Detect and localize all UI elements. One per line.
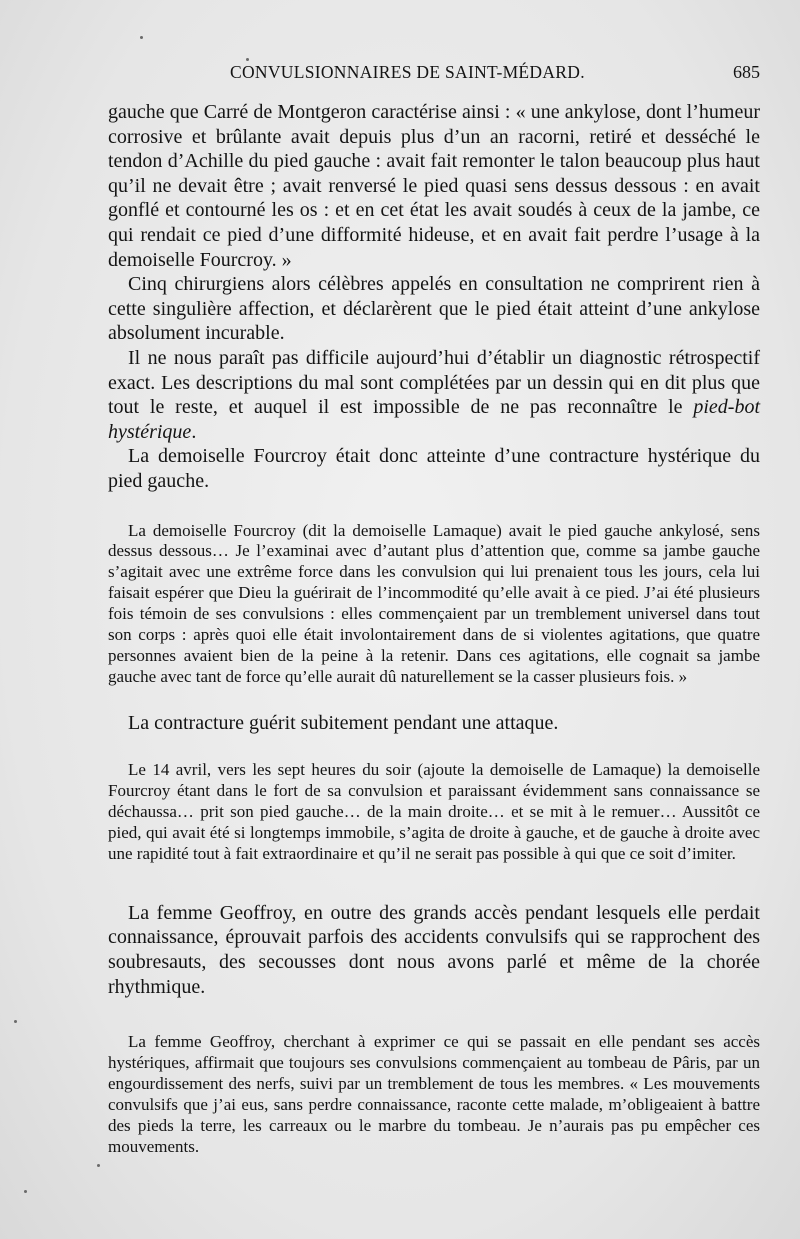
quote-14-avril: Le 14 avril, vers les sept heures du soir (ajoute la demoiselle de Lamaque) la demoiselle Fourcroy étant dans le fort de sa convulsion et paraissant évidemment sans connaissance se déchaussa… prit son pied gauche… de la main droite… et se mit à le remuer… Aussitôt ce pied, qui avait été si longtemps immobile, s’agita de droite à gauche, et de gauche à droite avec une rapidité tout à fait extraordinaire et qu’il ne serait pas possible à qui que ce soit d’imiter. [108, 760, 760, 863]
running-title: CONVULSIONNAIRES DE SAINT-MÉDARD. [230, 62, 585, 82]
page-header [108, 62, 760, 86]
print-speck [97, 1164, 100, 1167]
diagnostic-text: Il ne nous paraît pas difficile aujourd’hui d’établir un diagnostic rétrospectif exact. Les descriptions du mal sont complétées par un dessin qui en dit plus que tout le reste, et auquel il est impossible de ne pas reconnaître le [108, 346, 760, 419]
page-number: 685 [733, 62, 760, 82]
pied-bot-term: pied-bot hystérique [108, 396, 760, 443]
print-speck [140, 36, 143, 39]
print-speck [246, 58, 249, 61]
paragraph-cinq-chirurgiens: Cinq chirurgiens alors célèbres appelés en consultation ne comprirent rien à cette singulière affection, et déclarèrent que le pied était atteint d’une ankylose absolument incurable. [108, 273, 760, 345]
diagnostic-end: . [191, 420, 197, 443]
quote-lamaque: La demoiselle Fourcroy (dit la demoiselle Lamaque) avait le pied gauche ankylosé, sens dessus dessous… Je l’examinai avec d’autant plus d’attention que, comme sa jambe gauche s’agitait avec une extrême force dans les convulsion qui lui prenaient tous les jours, cela lui faisait espérer que Dieu la guérirait de l’incommodité qu’elle avait à ce pied. J’ai été plusieurs fois témoin de ses convulsions : elles commençaient par un tremblement universel dans tout son corps : après quoi elle était involontairement dans de si violentes agitations, que quatre personnes avaient bien de la peine à la retenir. Dans ces agitations, elle cognait sa jambe gauche avec tant de force qu’elle aurait dû naturellement se la casser plusieurs fois. » [108, 520, 760, 686]
print-speck [14, 1020, 17, 1023]
print-speck [24, 1190, 27, 1193]
paragraph-diagnostic [108, 346, 760, 444]
paragraph-contracture: La demoiselle Fourcroy était donc atteinte d’une contracture hystérique du pied gauche. [108, 445, 760, 492]
quote-geoffroy: La femme Geoffroy, cherchant à exprimer ce qui se passait en elle pendant ses accès hystériques, affirmait que toujours ses convulsions commençaient au tombeau de Pâris, par un engourdissement des nerfs, suivi par un tremblement de tous les membres. « Les mouvements convulsifs que j’ai eus, sans perdre connaissance, raconte cette malade, m’obligeaient à battre des pieds la terre, les carreaux ou le marbre du tombeau. Je n’aurais pas pu empêcher ces mouvements. [108, 1032, 760, 1156]
paragraph-femme-geoffroy: La femme Geoffroy, en outre des grands accès pendant lesquels elle perdait connaissance, éprouvait parfois des accidents convulsifs qui se rapprochent des soubresauts, des secousses dont nous avons parlé et même de la chorée rhythmique. [108, 901, 760, 998]
page-body [108, 100, 760, 1158]
paragraph-guerison: La contracture guérit subitement pendant une attaque. [128, 711, 559, 734]
paragraph-carre-de-montgeron: gauche que Carré de Montgeron caractérise ainsi : « une ankylose, dont l’humeur corrosive et brûlante avait depuis plus d’un an racorni, retiré et desséché le tendon d’Achille du pied gauche : avait fait remonter le talon beaucoup plus haut qu’il ne devait être ; avait renversé le pied quasi sens dessus dessous : en avait gonflé et contourné les os : et en cet état les avait soudés à ceux de la jambe, ce qui rendait ce pied d’une difformité hideuse, et en avait fait perdre l’usage à la demoiselle Fourcroy. » [108, 101, 760, 271]
